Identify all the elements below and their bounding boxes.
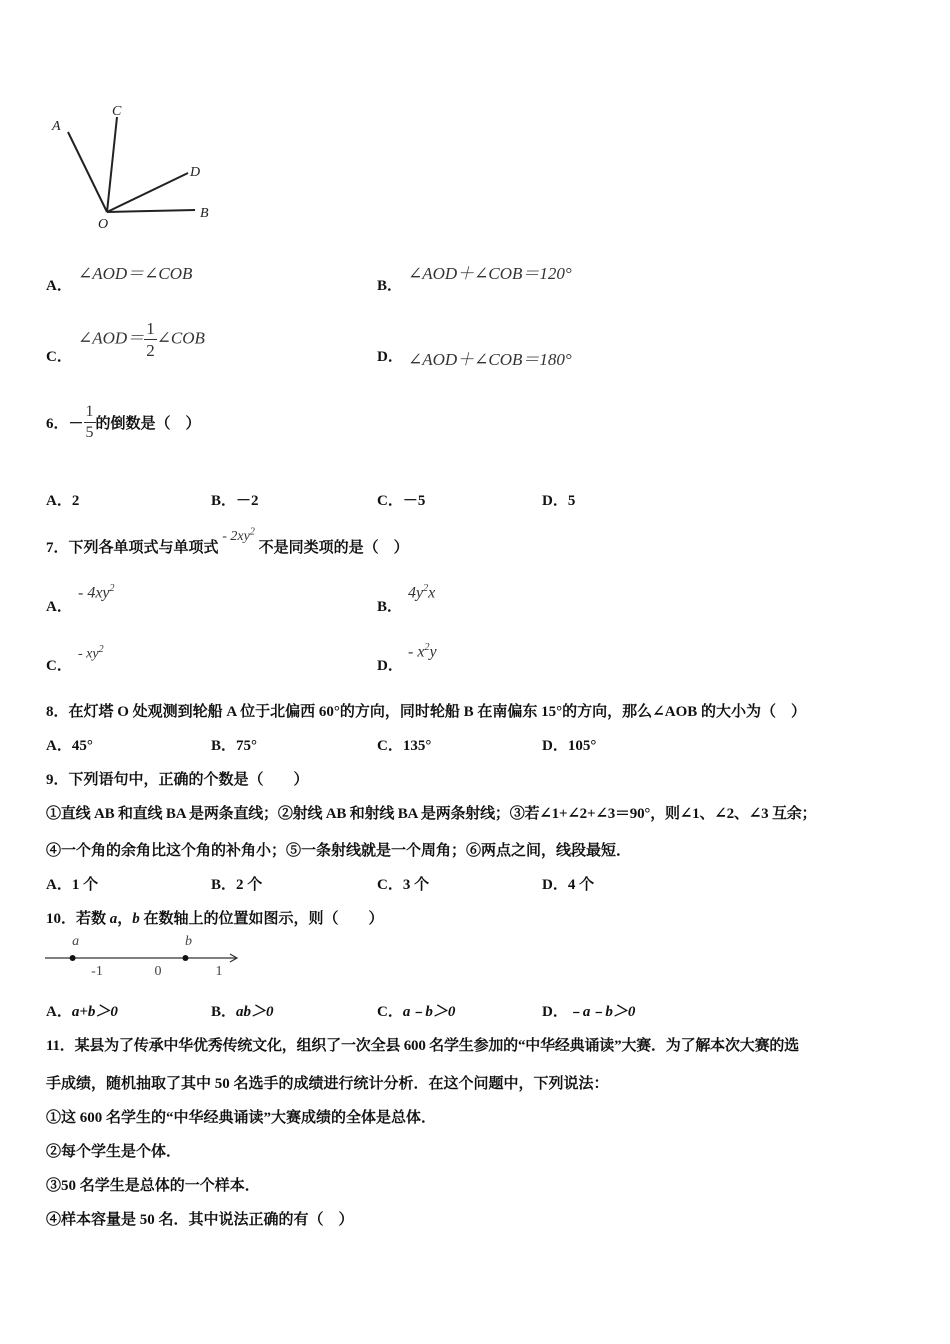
q6-denominator: 5 xyxy=(85,424,94,441)
q7-b-sup: 2 xyxy=(423,583,429,594)
q5-option-c-expr xyxy=(78,320,205,359)
q5-c-numerator: 1 xyxy=(146,319,155,338)
label-d: D xyxy=(190,165,201,180)
q9-line1: ①直线 AB 和直线 BA 是两条直线；②射线 AB 和射线 BA 是两条射线；③若∠1+∠2+∠3＝90°，则∠1、∠2、∠3 互余； xyxy=(46,806,817,822)
q7-b-pre: 4y xyxy=(408,584,424,602)
number-line xyxy=(40,930,250,982)
q7-option-b-label: B． xyxy=(377,599,403,615)
q7-c-sup: 2 xyxy=(98,644,104,655)
ray-oa xyxy=(68,132,107,212)
q6-minus: － xyxy=(68,416,84,432)
q11-line1: 11．某县为了传承中华优秀传统文化，组织了一次全县 600 名学生参加的“中华经典诵读”大赛．为了解本次大赛的选 xyxy=(46,1038,799,1054)
q5-option-b-label: B． xyxy=(377,278,403,294)
q6-a-label: A． xyxy=(46,493,72,509)
q9-a-value: 1 个 xyxy=(71,877,99,893)
q11-item3: ③50 名学生是总体的一个样本． xyxy=(46,1178,260,1194)
q5-c-post: ∠COB xyxy=(156,328,205,348)
ray-ob xyxy=(107,210,195,212)
q10-b-value: ab＞0 xyxy=(236,1004,274,1020)
q6-number: 6． xyxy=(46,416,69,432)
q7-option-c-expr xyxy=(78,644,104,663)
q5-option-a-label: A． xyxy=(46,278,72,294)
q7-a-base: - 4xy xyxy=(78,584,110,602)
number-line-tick-label: -1 xyxy=(91,964,103,979)
q6-d-label: D． xyxy=(542,493,568,509)
q10-option-a xyxy=(46,1000,118,1021)
q6-c-value: －5 xyxy=(402,493,426,509)
q8-option-c xyxy=(377,734,431,755)
q6-option-b xyxy=(211,489,259,510)
q8-a-label: A． xyxy=(46,738,72,754)
q10-d-label: D． xyxy=(542,1004,568,1020)
q9-option-a xyxy=(46,873,98,894)
q5-option-d-expr: ∠AOD＋∠COB＝180° xyxy=(408,350,572,369)
q6-fraction xyxy=(84,404,96,441)
q5-option-a-expr: ∠AOD＝∠COB xyxy=(78,264,193,283)
q8-d-label: D． xyxy=(542,738,568,754)
angle-figure xyxy=(40,95,230,235)
q9-d-label: D． xyxy=(542,877,568,893)
q7-c-base: - xy xyxy=(78,646,99,662)
q10-a-value: a+b＞0 xyxy=(71,1004,118,1020)
q7-text-after: 不是同类项的是（ ） xyxy=(258,540,409,556)
q9-b-value: 2 个 xyxy=(236,877,263,893)
q7-expr-base: - 2xy xyxy=(222,529,250,544)
q10-var-a: a xyxy=(109,911,118,927)
q7-option-b-expr xyxy=(408,583,435,602)
q9-d-value: 4 个 xyxy=(567,877,595,893)
q10-var-b: b xyxy=(132,911,140,927)
q6-d-value: 5 xyxy=(567,493,576,509)
q9-c-label: C． xyxy=(377,877,403,893)
q6-b-value: －2 xyxy=(236,493,259,509)
q8-c-value: 135° xyxy=(402,738,432,754)
number-line-label-b: b xyxy=(184,934,192,949)
q7-b-post: x xyxy=(428,584,436,602)
q10-text-post: 在数轴上的位置如图示，则（ ） xyxy=(139,911,384,927)
q9-option-b xyxy=(211,873,262,894)
q10-d-value: ﹣a﹣b＞0 xyxy=(567,1004,636,1020)
q7-option-d-label: D． xyxy=(377,658,403,674)
q7-expr xyxy=(222,526,255,544)
q7-option-a-label: A． xyxy=(46,599,72,615)
label-c: C xyxy=(112,104,122,119)
label-o: O xyxy=(98,217,109,232)
q9-line2: ④一个角的余角比这个角的补角小；⑤一条射线就是一个周角；⑥两点之间，线段最短． xyxy=(46,843,632,859)
number-line-tick-label: 1 xyxy=(215,964,223,979)
q6-option-c xyxy=(377,489,425,510)
q7-d-sup: 2 xyxy=(424,642,430,653)
q6-c-label: C． xyxy=(377,493,403,509)
q10-sep: ， xyxy=(117,911,133,927)
q8-c-label: C． xyxy=(377,738,403,754)
q10-option-c xyxy=(377,1000,455,1021)
q9-option-c xyxy=(377,873,429,894)
q5-option-d-label: D． xyxy=(377,349,403,365)
q7-option-c-label: C． xyxy=(46,658,72,674)
q8-a-value: 45° xyxy=(71,738,93,754)
q7-stem xyxy=(46,526,409,557)
q8-option-a xyxy=(46,734,93,755)
q7-option-d-expr xyxy=(408,642,437,661)
q11-item4: ④样本容量是 50 名．其中说法正确的有（ ） xyxy=(46,1212,354,1228)
q6-option-a xyxy=(46,489,79,510)
q6-a-value: 2 xyxy=(71,493,80,509)
q9-c-value: 3 个 xyxy=(402,877,430,893)
q10-option-d xyxy=(542,1000,635,1021)
q5-c-fraction xyxy=(144,320,157,359)
q6-b-label: B． xyxy=(211,493,237,509)
q8-b-value: 75° xyxy=(236,738,258,754)
q10-b-label: B． xyxy=(211,1004,237,1020)
q10-option-b xyxy=(211,1000,274,1021)
q11-line2: 手成绩，随机抽取了其中 50 名选手的成绩进行统计分析．在这个问题中，下列说法： xyxy=(46,1076,609,1092)
q5-c-pre: ∠AOD＝ xyxy=(78,328,145,348)
q10-c-label: C． xyxy=(377,1004,403,1020)
q5-c-denominator: 2 xyxy=(146,341,155,360)
q7-option-a-expr xyxy=(78,583,115,602)
q7-d-post: y xyxy=(429,643,437,661)
q5-option-c-label: C． xyxy=(46,349,72,365)
q8-option-d xyxy=(542,734,596,755)
ray-oc xyxy=(107,117,117,212)
q8-b-label: B． xyxy=(211,738,237,754)
q7-d-pre: - x xyxy=(408,643,425,661)
q8-stem: 8．在灯塔 O 处观测到轮船 A 位于北偏西 60°的方向，同时轮船 B 在南偏东 15°的方向，那么∠AOB 的大小为（ ） xyxy=(46,704,807,720)
q9-b-label: B． xyxy=(211,877,237,893)
q11-item2: ②每个学生是个体． xyxy=(46,1144,182,1160)
q9-a-label: A． xyxy=(46,877,72,893)
q8-d-value: 105° xyxy=(567,738,597,754)
q7-text-before: 7．下列各单项式与单项式 xyxy=(46,540,219,556)
q9-stem: 9．下列语句中，正确的个数是（ ） xyxy=(46,772,309,788)
q10-stem xyxy=(46,907,384,928)
q11-item1: ①这 600 名学生的“中华经典诵读”大赛成绩的全体是总体． xyxy=(46,1110,437,1126)
q8-option-b xyxy=(211,734,257,755)
q10-c-value: a﹣b＞0 xyxy=(402,1004,456,1020)
q10-a-label: A． xyxy=(46,1004,72,1020)
q9-option-d xyxy=(542,873,594,894)
q7-expr-sup: 2 xyxy=(249,526,255,538)
number-line-label-a: a xyxy=(72,934,80,949)
q6-numerator: 1 xyxy=(84,404,96,423)
number-line-point-b xyxy=(182,955,188,961)
q7-a-sup: 2 xyxy=(109,583,115,594)
q6-option-d xyxy=(542,489,575,510)
number-line-point-a xyxy=(70,955,76,961)
label-b: B xyxy=(200,206,209,221)
number-line-tick-label: 0 xyxy=(154,964,162,979)
q6-stem xyxy=(46,404,201,441)
q10-text-pre: 10．若数 xyxy=(46,911,110,927)
q5-option-b-expr: ∠AOD＋∠COB＝120° xyxy=(408,264,572,283)
q6-text: 的倒数是（ ） xyxy=(95,416,201,432)
ray-od xyxy=(107,173,188,212)
label-a: A xyxy=(52,119,61,134)
